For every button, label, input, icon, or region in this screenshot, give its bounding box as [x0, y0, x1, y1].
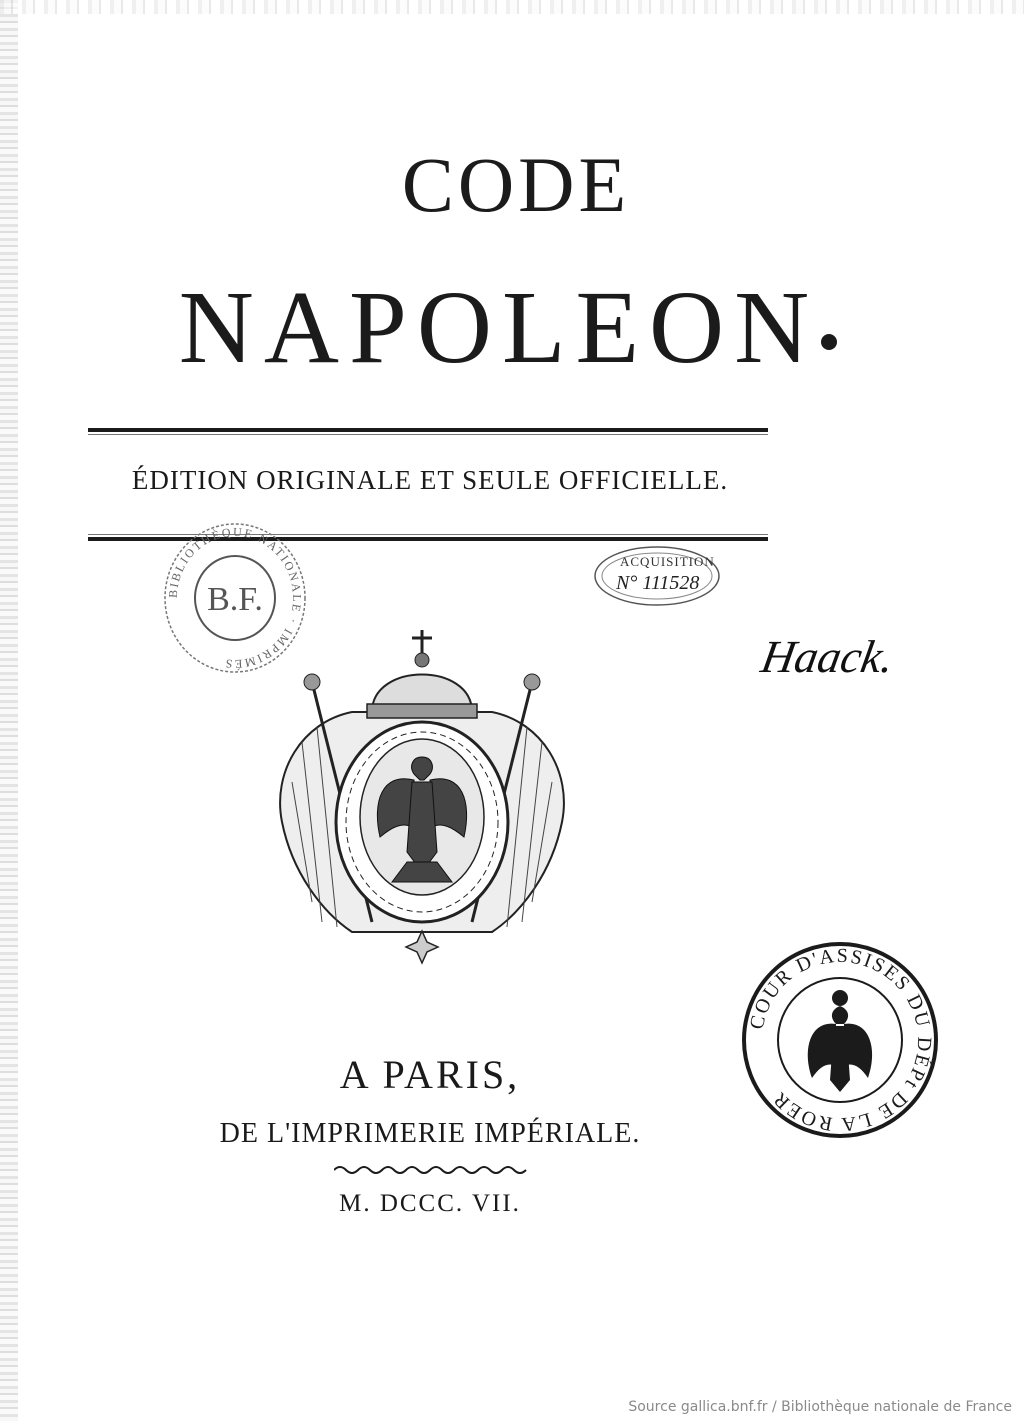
acquisition-stamp — [592, 544, 722, 612]
title-period-dot — [821, 334, 837, 350]
source-footer: Source gallica.bnf.fr / Bibliothèque nationale de France — [628, 1399, 1012, 1415]
edition-subtitle: ÉDITION ORIGINALE ET SEULE OFFICIELLE. — [131, 465, 729, 495]
place-of-publication: A PARIS, — [339, 1052, 521, 1097]
title-napoleon: NAPOLEON — [178, 270, 820, 385]
imperial-crest-icon — [262, 622, 582, 972]
acquisition-label: ACQUISITION — [620, 554, 715, 569]
court-stamp-icon — [740, 940, 940, 1140]
title-napoleon-line — [0, 268, 1020, 387]
court-stamp-ring-text: COUR D'ASSISES DU DÉPt DE LA ROER — [745, 944, 936, 1136]
thin-rule-top — [88, 434, 768, 435]
acquisition-number: N° 111528 — [616, 572, 700, 594]
thick-rule-top — [88, 428, 768, 432]
library-stamp-center: B.F. — [207, 581, 263, 618]
publication-date: M. DCCC. VII. — [339, 1190, 521, 1217]
scan-top-edge — [0, 0, 1024, 14]
handwritten-signature: Haack. — [757, 631, 899, 682]
library-stamp-ring-text: BIBLIOTHÈQUE NATIONALE · IMPRIMÉS — [165, 524, 305, 672]
wavy-ornament-rule — [334, 1163, 530, 1177]
printer-name: DE L'IMPRIMERIE IMPÉRIALE. — [219, 1118, 641, 1149]
title-code: CODE — [401, 141, 631, 228]
